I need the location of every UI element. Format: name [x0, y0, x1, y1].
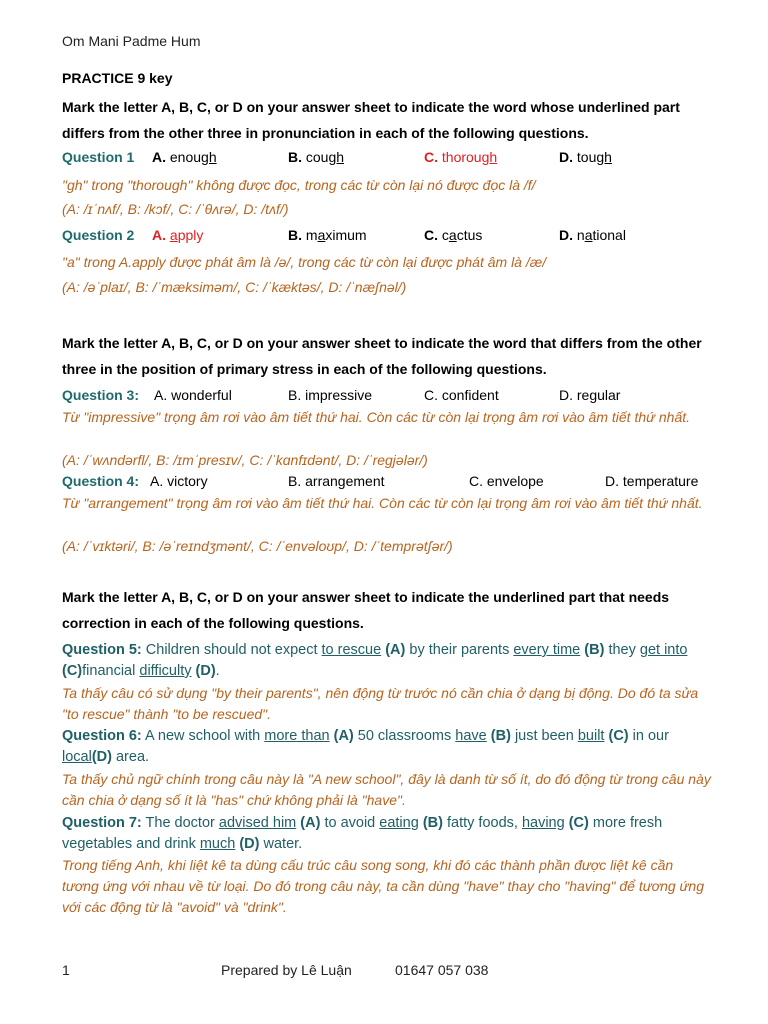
- instruction-error: Mark the letter A, B, C, or D on your answer sheet to indicate the underlined part that needs correction in each of the following questions.: [62, 589, 670, 631]
- question-label: Question 6:: [62, 728, 142, 744]
- option-d: D. regular: [559, 387, 621, 403]
- page-title: PRACTICE 9 key: [62, 70, 173, 86]
- explanation-q4: Từ "arrangement" trọng âm rơi vào âm tiết thứ hai. Còn các từ còn lại trọng âm rơi vào âm tiết thứ nhất.: [62, 495, 703, 511]
- option-b: B. arrangement: [288, 473, 385, 489]
- option-d: D. national: [559, 227, 626, 243]
- question-2: [62, 227, 742, 247]
- question-label: Question 2: [62, 227, 135, 243]
- question-7: Question 7: The doctor advised him (A) to avoid eating (B) fatty foods, having (C) more fresh vegetables and drink much (D) water.: [62, 815, 663, 852]
- question-label: Question 4:: [62, 473, 140, 489]
- option-c: C. cactus: [424, 227, 483, 243]
- option-a-correct: A. apply: [152, 227, 204, 243]
- instruction-stress: Mark the letter A, B, C, or D on your answer sheet to indicate the word that differs from the other three in the position of primary stress in each of the following questions.: [62, 335, 702, 377]
- explanation-q2-line1: "a" trong A.apply được phát âm là /ə/, trong các từ còn lại được phát âm là /æ/: [62, 254, 547, 270]
- page-number: 1: [62, 962, 70, 978]
- question-4: [62, 473, 742, 493]
- option-d: D. tough: [559, 149, 612, 165]
- option-b: B. impressive: [288, 387, 373, 403]
- question-3: [62, 387, 742, 407]
- instruction-pronunciation: Mark the letter A, B, C, or D on your answer sheet to indicate the word whose underlined part differs from the other three in pronunciation in each of the following questions.: [62, 99, 680, 141]
- option-a: A. victory: [150, 473, 208, 489]
- question-1: [62, 149, 742, 169]
- option-a: A. wonderful: [154, 387, 232, 403]
- option-b: B. maximum: [288, 227, 367, 243]
- option-c: C. envelope: [469, 473, 544, 489]
- prepared-by: Prepared by Lê Luận: [221, 962, 352, 978]
- question-label: Question 5:: [62, 642, 142, 658]
- header-text: Om Mani Padme Hum: [62, 33, 201, 49]
- explanation-q4-ipa: (A: /ˈvɪktəri/, B: /əˈreɪndʒmənt/, C: /ˈenvəloʊp/, D: /ˈtemprətʃər/): [62, 538, 453, 554]
- question-6: Question 6: A new school with more than (A) 50 classrooms have (B) just been built (C) in our local(D) area.: [62, 728, 669, 765]
- explanation-q5: Ta thấy câu có sử dụng "by their parents", nên động từ trước nó cần chia ở dạng bị động. Do đó ta sửa "to rescue" thành "to be rescued".: [62, 685, 699, 722]
- explanation-q2-line2: (A: /əˈplaɪ/, B: /ˈmæksiməm/, C: /ˈkæktəs/, D: /ˈnæʃnəl/): [62, 279, 407, 295]
- question-label: Question 1: [62, 149, 135, 165]
- phone-number: 01647 057 038: [395, 962, 489, 978]
- explanation-q6: Ta thấy chủ ngữ chính trong câu này là "A new school", đây là danh từ số ít, do đó động từ trong câu này cần chia ở dạng số ít là "has" chứ không phải là "have".: [62, 771, 711, 808]
- question-label: Question 3:: [62, 387, 140, 403]
- explanation-q1-line1: "gh" trong "thorough" không được đọc, trong các từ còn lại nó được đọc là /f/: [62, 177, 536, 193]
- option-c-correct: C. thorough: [424, 149, 498, 165]
- question-label: Question 7:: [62, 815, 142, 831]
- option-c: C. confident: [424, 387, 499, 403]
- explanation-q3: Từ "impressive" trọng âm rơi vào âm tiết thứ hai. Còn các từ còn lại trọng âm rơi vào âm tiết thứ nhất.: [62, 409, 691, 425]
- explanation-q1-line2: (A: /ɪˈnʌf/, B: /kɔf/, C: /ˈθʌrə/, D: /tʌf/): [62, 201, 289, 217]
- option-b: B. cough: [288, 149, 345, 165]
- question-5: Question 5: Children should not expect to rescue (A) by their parents every time (B) they get into (C)financial difficulty (D).: [62, 642, 688, 679]
- explanation-q3-ipa: (A: /ˈwʌndərfl/, B: /ɪmˈpresɪv/, C: /ˈkɑnfɪdənt/, D: /ˈregjələr/): [62, 452, 428, 468]
- option-d: D. temperature: [605, 473, 699, 489]
- option-a: A. enough: [152, 149, 217, 165]
- explanation-q7: Trong tiếng Anh, khi liệt kê ta dùng cấu trúc câu song song, khi đó các thành phần được liệt kê cần tương ứng với nhau về từ loại. Do đó trong câu này, ta cần dùng "have" thay cho "having" để tương ứng với các động từ là "avoid" và "drink".: [62, 857, 704, 915]
